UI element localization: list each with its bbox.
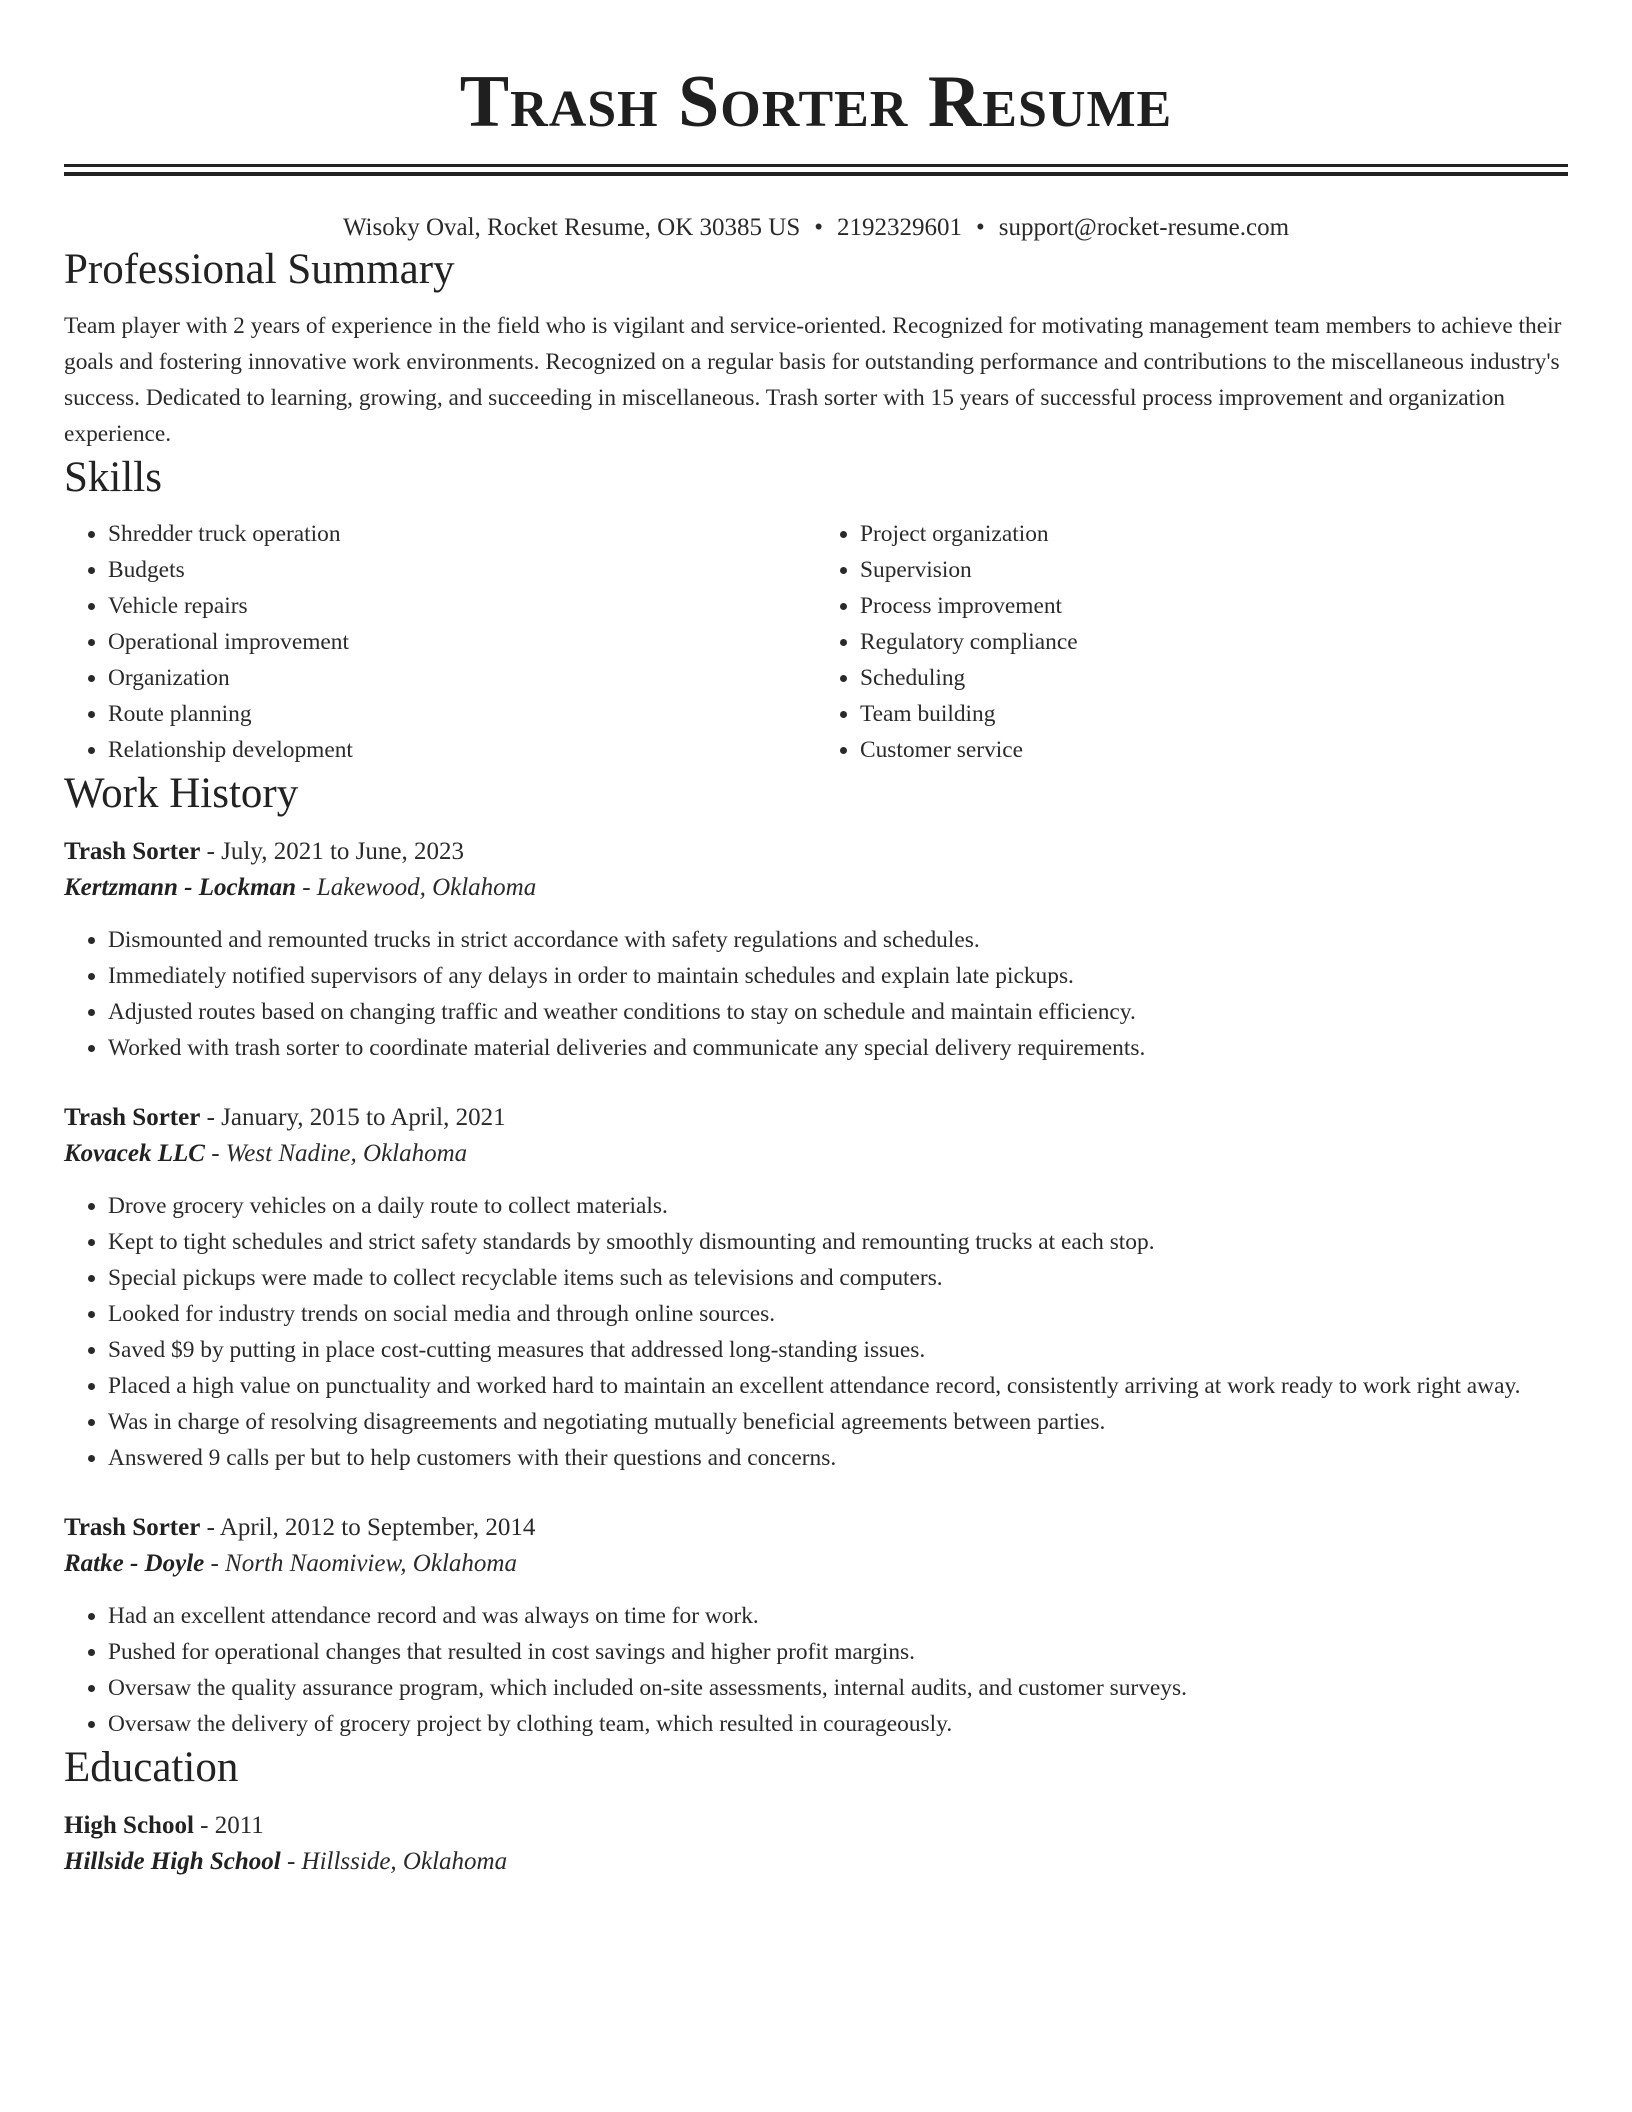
job-title: Trash Sorter bbox=[64, 1104, 201, 1131]
job-company: Kertzmann - Lockman bbox=[64, 874, 296, 901]
job-bullets bbox=[64, 922, 1568, 1066]
skill-item: • Relationship development bbox=[108, 732, 816, 768]
skill-item: • Budgets bbox=[108, 552, 816, 588]
summary-heading: Professional Summary bbox=[64, 246, 455, 293]
job-bullet: • Kept to tight schedules and strict safety standards by smoothly dismounting and remounting trucks at each stop. bbox=[108, 1224, 1568, 1260]
skill-item: • Vehicle repairs bbox=[108, 588, 816, 624]
job-bullet: • Special pickups were made to collect recyclable items such as televisions and computers. bbox=[108, 1260, 1568, 1296]
skill-item: • Operational improvement bbox=[108, 624, 816, 660]
skills-column-right bbox=[816, 516, 1568, 768]
job-company: Kovacek LLC bbox=[64, 1140, 205, 1167]
job-bullet: • Had an excellent attendance record and was always on time for work. bbox=[108, 1598, 1568, 1634]
job-bullet: • Pushed for operational changes that resulted in cost savings and higher profit margins. bbox=[108, 1634, 1568, 1670]
job-title-line bbox=[64, 834, 1568, 870]
contact-email: support@rocket-resume.com bbox=[998, 214, 1290, 241]
contact-separator: • bbox=[814, 214, 823, 241]
job-bullet: • Oversaw the quality assurance program, which included on-site assessments, internal audits, and customer surveys. bbox=[108, 1670, 1568, 1706]
contact-line bbox=[64, 212, 1568, 244]
education-school-line bbox=[64, 1844, 1568, 1880]
skills-column-left bbox=[64, 516, 816, 768]
job-dates: - April, 2012 to September, 2014 bbox=[200, 1514, 536, 1541]
job-bullet: • Was in charge of resolving disagreements and negotiating mutually beneficial agreements between parties. bbox=[108, 1404, 1568, 1440]
skill-item: • Regulatory compliance bbox=[860, 624, 1568, 660]
job-title-line bbox=[64, 1100, 1568, 1136]
education-year: - 2011 bbox=[193, 1812, 264, 1839]
job-title: Trash Sorter bbox=[64, 1514, 201, 1541]
job-title-line bbox=[64, 1510, 1568, 1546]
resume-title: Trash Sorter Resume bbox=[459, 61, 1173, 143]
skill-item: • Team building bbox=[860, 696, 1568, 732]
job-dates: - July, 2021 to June, 2023 bbox=[200, 838, 464, 865]
education-heading: Education bbox=[64, 1744, 239, 1791]
job-company-line bbox=[64, 1136, 1568, 1172]
job-entry bbox=[64, 1510, 1568, 1742]
skill-item: • Process improvement bbox=[860, 588, 1568, 624]
education-degree-line bbox=[64, 1808, 1568, 1844]
job-location: - West Nadine, Oklahoma bbox=[204, 1140, 468, 1167]
skills-heading: Skills bbox=[64, 454, 162, 501]
skill-item: • Customer service bbox=[860, 732, 1568, 768]
work-history-heading: Work History bbox=[64, 770, 299, 817]
job-company: Ratke - Doyle bbox=[64, 1550, 205, 1577]
skill-item: • Scheduling bbox=[860, 660, 1568, 696]
skill-item: • Supervision bbox=[860, 552, 1568, 588]
job-bullets bbox=[64, 1598, 1568, 1742]
job-bullet: • Adjusted routes based on changing traffic and weather conditions to stay on schedule and maintain efficiency. bbox=[108, 994, 1568, 1030]
job-bullet: • Drove grocery vehicles on a daily route to collect materials. bbox=[108, 1188, 1568, 1224]
job-bullet: • Oversaw the delivery of grocery project by clothing team, which resulted in courageously. bbox=[108, 1706, 1568, 1742]
job-location: - Lakewood, Oklahoma bbox=[295, 874, 537, 901]
education-location: - Hillsside, Oklahoma bbox=[280, 1848, 508, 1875]
job-bullet: • Dismounted and remounted trucks in strict accordance with safety regulations and schedules. bbox=[108, 922, 1568, 958]
skill-item: • Project organization bbox=[860, 516, 1568, 552]
job-bullet: • Answered 9 calls per but to help customers with their questions and concerns. bbox=[108, 1440, 1568, 1476]
title-divider bbox=[64, 164, 1568, 176]
job-location: - North Naomiview, Oklahoma bbox=[204, 1550, 517, 1577]
contact-phone: 2192329601 bbox=[837, 214, 962, 241]
job-company-line bbox=[64, 1546, 1568, 1582]
job-bullet: • Immediately notified supervisors of any delays in order to maintain schedules and explain late pickups. bbox=[108, 958, 1568, 994]
job-title: Trash Sorter bbox=[64, 838, 201, 865]
education-school: Hillside High School bbox=[64, 1848, 281, 1875]
skill-item: • Route planning bbox=[108, 696, 816, 732]
job-bullet: • Saved $9 by putting in place cost-cutting measures that addressed long-standing issues. bbox=[108, 1332, 1568, 1368]
job-entry bbox=[64, 834, 1568, 1066]
job-company-line bbox=[64, 870, 1568, 906]
job-entry bbox=[64, 1100, 1568, 1476]
contact-separator: • bbox=[976, 214, 985, 241]
job-bullet: • Placed a high value on punctuality and worked hard to maintain an excellent attendance record, consistently arriving at work ready to work right away. bbox=[108, 1368, 1568, 1404]
job-bullet: • Worked with trash sorter to coordinate material deliveries and communicate any special delivery requirements. bbox=[108, 1030, 1568, 1066]
skills-list bbox=[64, 516, 1568, 768]
job-dates: - January, 2015 to April, 2021 bbox=[200, 1104, 506, 1131]
education-degree: High School bbox=[64, 1812, 194, 1839]
contact-address: Wisoky Oval, Rocket Resume, OK 30385 US bbox=[342, 214, 801, 241]
job-bullets bbox=[64, 1188, 1568, 1476]
education-entry bbox=[64, 1808, 1568, 1880]
skill-item: • Shredder truck operation bbox=[108, 516, 816, 552]
skill-item: • Organization bbox=[108, 660, 816, 696]
job-bullet: • Looked for industry trends on social media and through online sources. bbox=[108, 1296, 1568, 1332]
summary-text: Team player with 2 years of experience in the field who is vigilant and service-oriented. Recognized for motivating management team members to achieve their goals and fostering innovative work environments. Recognized on a regular basis for outstanding performance and contributions to the miscellaneous industry's success. Dedicated to learning, growing, and succeeding in miscellaneous. Trash sorter with 15 years of successful process improvement and organization experience. bbox=[64, 313, 1562, 447]
